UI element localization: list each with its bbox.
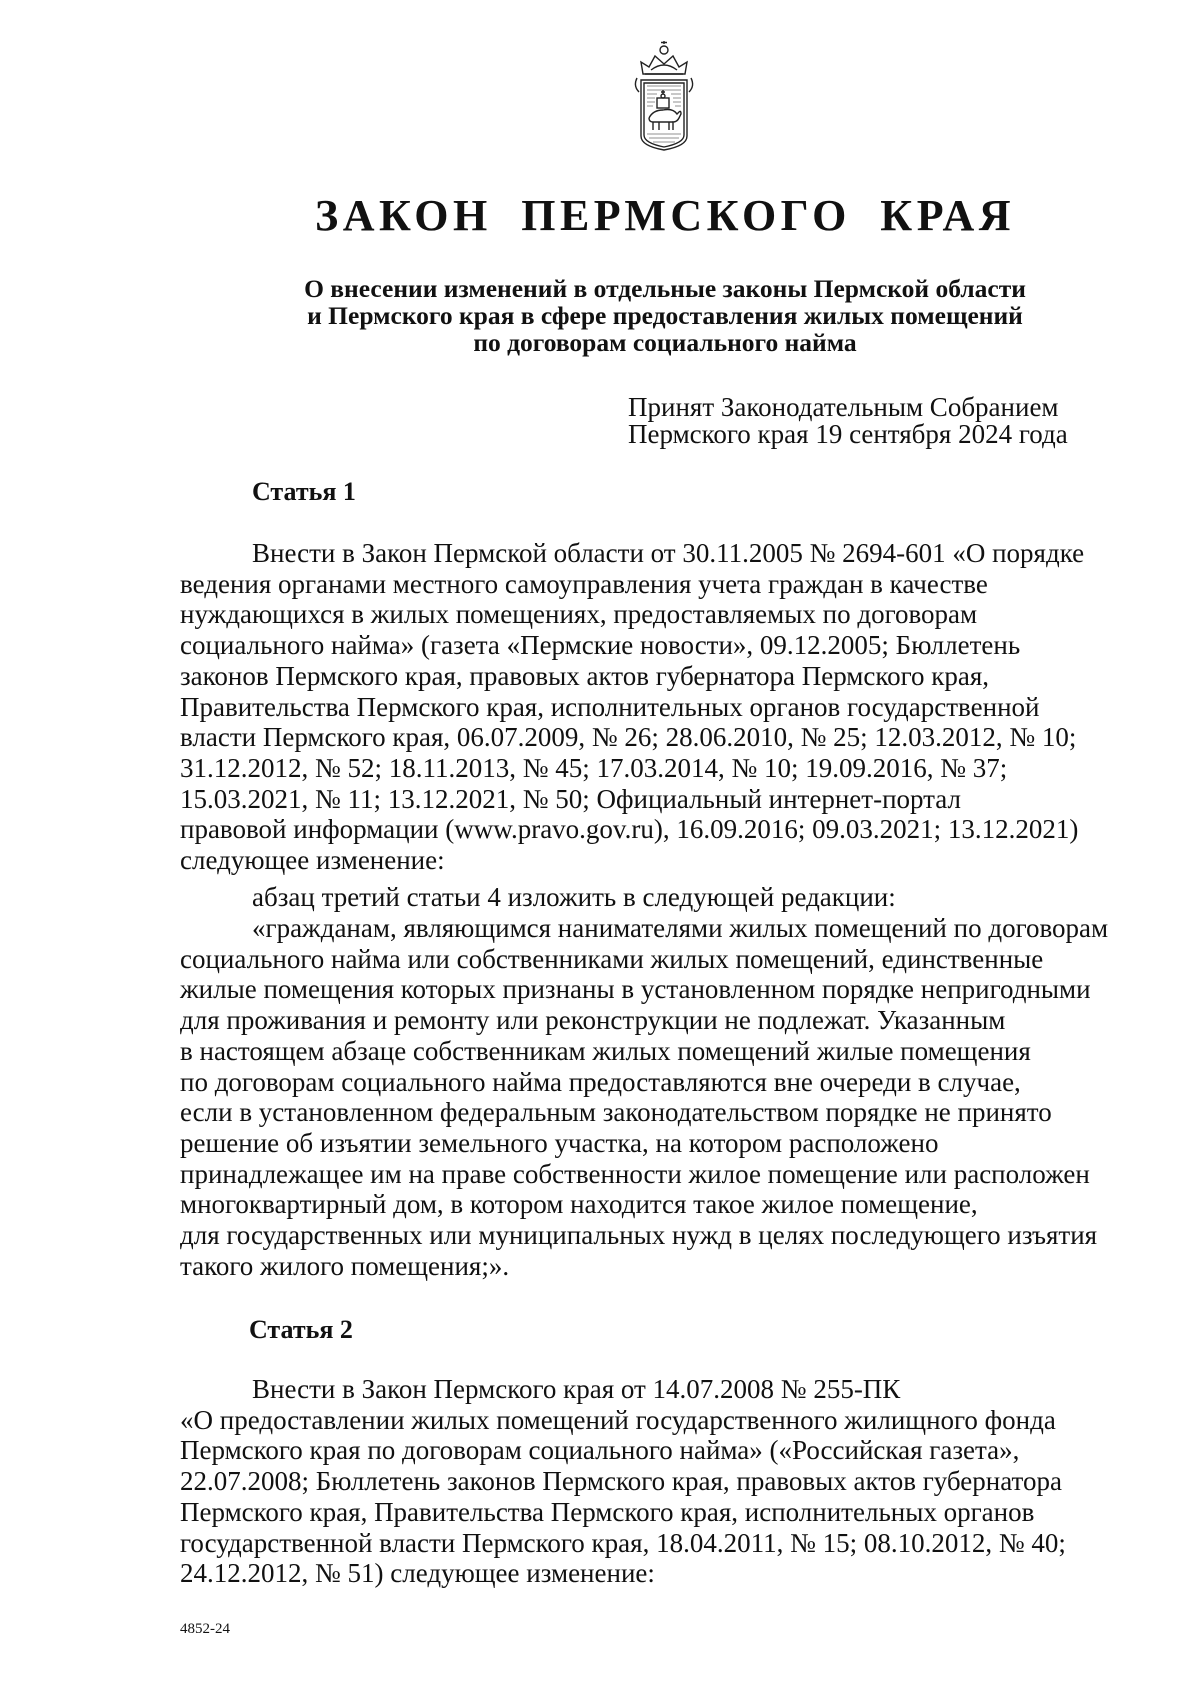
law-title: ЗАКОН ПЕРМСКОГО КРАЯ: [314, 191, 1016, 240]
text-line: жилые помещения которых признаны в установленном порядке непригодными: [180, 974, 1091, 1005]
text-line: ведения органами местного самоуправления учета граждан в качестве: [180, 568, 988, 599]
subtitle-line: по договорам социального найма: [473, 328, 857, 357]
text-line: социального найма» (газета «Пермские новости», 09.12.2005; Бюллетень: [180, 630, 1021, 661]
perm-krai-coat-of-arms-icon: [629, 40, 699, 152]
text-line: Пермского края по договорам социального найма» («Российская газета»,: [180, 1435, 1020, 1466]
text-line: для проживания и ремонту или реконструкции не подлежат. Указанным: [180, 1005, 1006, 1036]
adoption-line: Пермского края 19 сентября 2024 года: [628, 419, 1068, 449]
text-line: 22.07.2008; Бюллетень законов Пермского края, правовых актов губернатора: [180, 1466, 1062, 1497]
text-line: государственной власти Пермского края, 18.04.2011, № 15; 08.10.2012, № 40;: [180, 1527, 1066, 1558]
text-line: принадлежащее им на праве собственности жилое помещение или расположен: [180, 1158, 1090, 1189]
text-line: такого жилого помещения;».: [180, 1250, 510, 1281]
text-line: Внести в Закон Пермской области от 30.11.2005 № 2694-601 «О порядке: [252, 538, 1085, 568]
text-line: Правительства Пермского края, исполнительных органов государственной: [180, 691, 1040, 722]
article-1-paragraph-3: [180, 913, 1146, 1281]
text-line: решение об изъятии земельного участка, на котором расположено: [180, 1127, 939, 1158]
article-1-heading: Статья 1: [252, 477, 356, 506]
article-1-paragraph-2: [180, 882, 1146, 913]
text-line: 24.12.2012, № 51) следующее изменение:: [180, 1558, 655, 1589]
text-line: если в установленном федеральным законодательством порядке не принято: [180, 1097, 1052, 1128]
text-line: правовой информации (www.pravo.gov.ru), 16.09.2016; 09.03.2021; 13.12.2021): [180, 814, 1079, 845]
text-line: законов Пермского края, правовых актов губернатора Пермского края,: [180, 660, 990, 691]
text-line: Внести в Закон Пермского края от 14.07.2008 № 255-ПК: [252, 1374, 901, 1404]
text-line: в настоящем абзаце собственникам жилых помещений жилые помещения: [180, 1035, 1031, 1066]
text-line: социального найма или собственниками жилых помещений, единственные: [180, 943, 1044, 974]
subtitle-line: О внесении изменений в отдельные законы Пермской области: [304, 274, 1026, 303]
subtitle-line: и Пермского края в сфере предоставления жилых помещений: [307, 301, 1023, 330]
document-code: 4852-24: [180, 1621, 230, 1637]
text-line: власти Пермского края, 06.07.2009, № 26; 28.06.2010, № 25; 12.03.2012, № 10;: [180, 722, 1077, 753]
text-line: Пермского края, Правительства Пермского края, исполнительных органов: [180, 1496, 1035, 1527]
text-line: «О предоставлении жилых помещений государственного жилищного фонда: [180, 1404, 1056, 1435]
text-line: 31.12.2012, № 52; 18.11.2013, № 45; 17.03.2014, № 10; 19.09.2016, № 37;: [180, 752, 1008, 783]
article-1-paragraph-1: [180, 538, 1146, 876]
text-line: нуждающихся в жилых помещениях, предоставляемых по договорам: [180, 599, 978, 630]
adoption-note: [628, 394, 1148, 448]
text-line: 15.03.2021, № 11; 13.12.2021, № 50; Официальный интернет-портал: [180, 783, 961, 814]
article-2-heading: Статья 2: [249, 1315, 353, 1344]
text-line: многоквартирный дом, в котором находится такое жилое помещение,: [180, 1189, 978, 1220]
article-2-paragraph-1: [180, 1374, 1146, 1589]
text-line: для государственных или муниципальных нужд в целях последующего изъятия: [180, 1220, 1098, 1251]
text-line: абзац третий статьи 4 изложить в следующей редакции:: [252, 882, 896, 912]
law-subtitle: [180, 275, 1150, 356]
adoption-line: Принят Законодательным Собранием: [628, 392, 1059, 422]
text-line: по договорам социального найма предоставляются вне очереди в случае,: [180, 1066, 1021, 1097]
text-line: «гражданам, являющимся нанимателями жилых помещений по договорам: [252, 913, 1109, 943]
text-line: следующее изменение:: [180, 845, 445, 876]
